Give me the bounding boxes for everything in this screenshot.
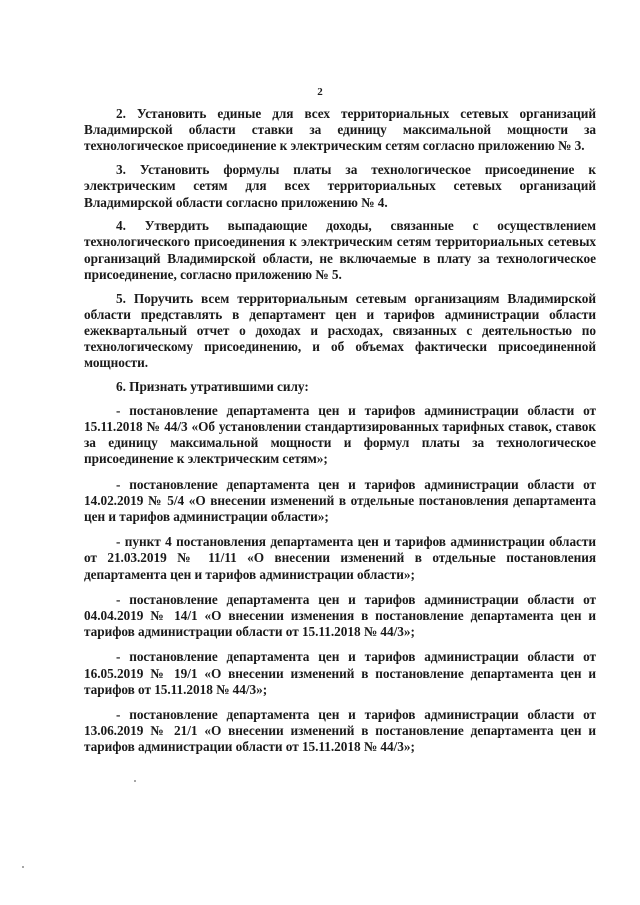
paragraph-5: 5. Поручить всем территориальным сетевым организациям Владимирской области представлять в департамент цен и тарифов администрации области ежеквартальный отчет о доходах и расходах, связанных с деятельностью по технологическому присоединению, и об объемах фактически присоединенной мощности. <box>84 290 596 371</box>
scan-speck <box>134 780 136 782</box>
page-number: 2 <box>317 86 323 98</box>
repealed-item-2: - постановление департамента цен и тарифов администрации области от 14.02.2019 № 5/4 «О внесении изменений в отдельные постановления департамента цен и тарифов администрации области»; <box>84 476 596 524</box>
paragraph-6: 6. Признать утратившими силу: <box>116 379 309 395</box>
repealed-item-3: - пункт 4 постановления департамента цен и тарифов администрации области от 21.03.2019 № 11/11 «О внесении изменений в отдельные постановления департамента цен и тарифов администрации области»; <box>84 534 596 582</box>
paragraph-4: 4. Утвердить выпадающие доходы, связанные с осуществлением технологического присоединения к электрическим сетям территориальных сетевых организаций Владимирской области, не включаемые в плату за технологическое присоединение, согласно приложению № 5. <box>84 218 596 282</box>
repealed-item-4: - постановление департамента цен и тарифов администрации области от 04.04.2019 № 14/1 «О внесении изменения в постановление департамента цен и тарифов администрации области от 15.11.2018 № 44/3»; <box>84 591 596 640</box>
scan-speck <box>22 866 24 868</box>
document-body <box>84 106 596 765</box>
repealed-item-6: - постановление департамента цен и тарифов администрации области от 13.06.2019 № 21/1 «О внесении изменений в постановление департамента цен и тарифов администрации области от 15.11.2018 № 44/3»; <box>84 707 596 755</box>
repealed-item-5: - постановление департамента цен и тарифов администрации области от 16.05.2019 № 19/1 «О внесении изменений в постановление департамента цен и тарифов от 15.11.2018 № 44/3»; <box>84 649 596 697</box>
paragraph-2: 2. Установить единые для всех территориальных сетевых организаций Владимирской области ставки за единицу максимальной мощности за технологическое присоединение к электрическим сетям согласно приложению № 3. <box>84 106 596 154</box>
repealed-item-1: - постановление департамента цен и тарифов администрации области от 15.11.2018 № 44/3 «Об установлении стандартизированных тарифных ставок, ставок за единицу максимальной мощности и формул платы за технологическое присоединение к электрическим сетям»; <box>84 402 596 467</box>
paragraph-3: 3. Установить формулы платы за технологическое присоединение к электрическим сетям для всех территориальных сетевых организаций Владимирской области согласно приложению № 4. <box>84 162 596 210</box>
